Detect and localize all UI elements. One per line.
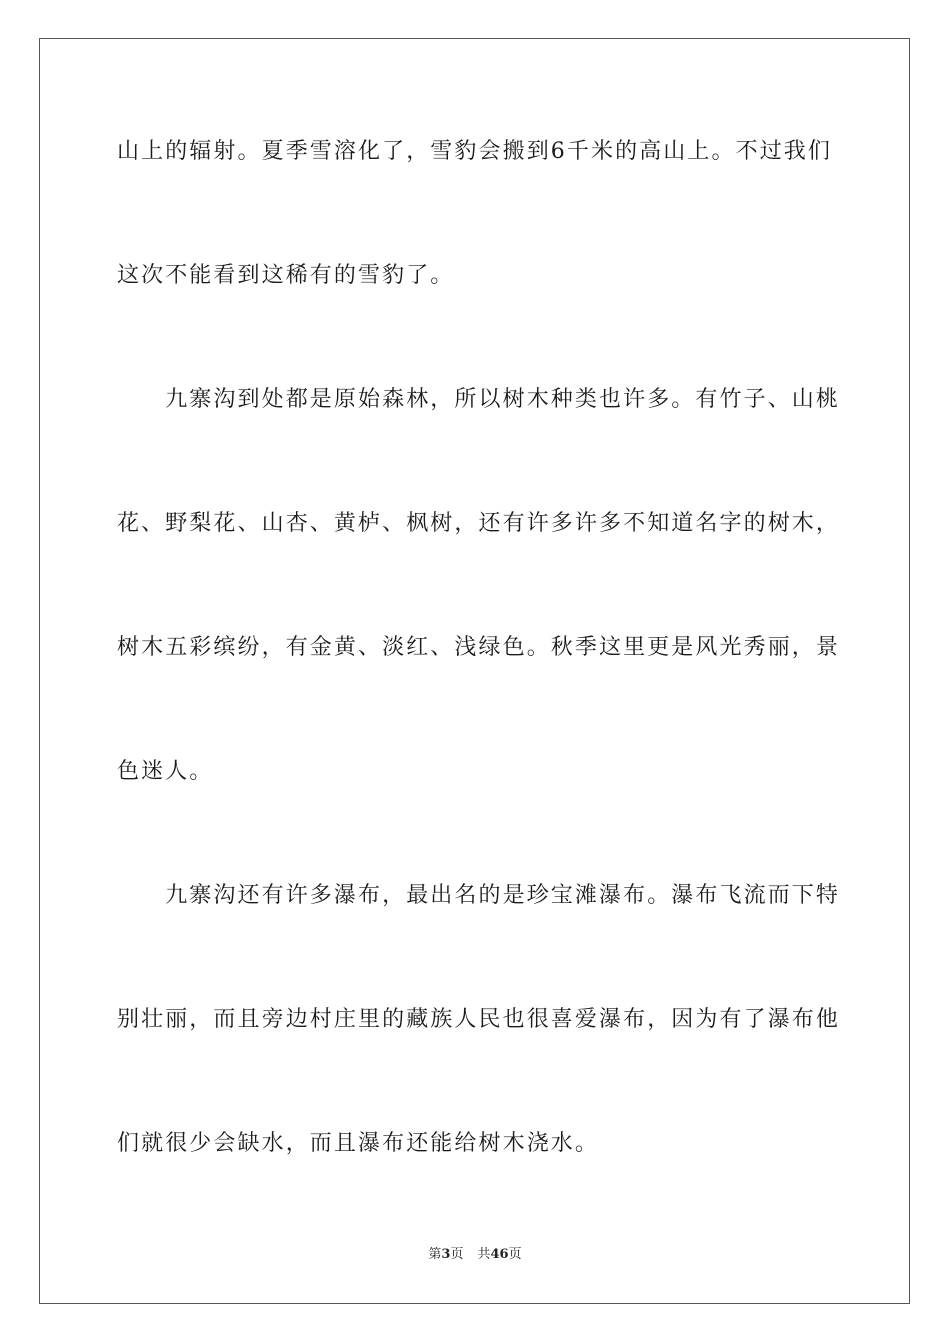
total-suffix: 页 xyxy=(508,1247,522,1262)
text-line-4: 花、野梨花、山杏、黄栌、枫树，还有许多许多不知道名字的树木， xyxy=(117,511,841,536)
page-suffix: 页 xyxy=(450,1247,464,1262)
page-prefix: 第 xyxy=(428,1247,442,1262)
text-line-8: 别壮丽，而且旁边村庄里的藏族人民也很喜爱瀑布，因为有了瀑布他 xyxy=(117,1007,841,1032)
text-line-6: 色迷人。 xyxy=(117,759,214,784)
text-line-2: 这次不能看到这稀有的雪豹了。 xyxy=(117,263,455,288)
text-line-7: 九寨沟还有许多瀑布，最出名的是珍宝滩瀑布。瀑布飞流而下特 xyxy=(117,883,841,908)
page-total: 46 xyxy=(490,1247,509,1262)
text-line-9: 们就很少会缺水，而且瀑布还能给树木浇水。 xyxy=(117,1131,600,1156)
total-prefix: 共 xyxy=(477,1247,491,1262)
page-current: 3 xyxy=(441,1247,451,1262)
page-frame xyxy=(39,38,910,1304)
page-footer xyxy=(0,1246,950,1264)
text-line-5: 树木五彩缤纷，有金黄、淡红、浅绿色。秋季这里更是风光秀丽，景 xyxy=(117,635,841,660)
text-line-3: 九寨沟到处都是原始森林，所以树木种类也许多。有竹子、山桃 xyxy=(117,387,841,412)
text-line-1: 山上的辐射。夏季雪溶化了，雪豹会搬到6千米的高山上。不过我们 xyxy=(117,139,832,164)
